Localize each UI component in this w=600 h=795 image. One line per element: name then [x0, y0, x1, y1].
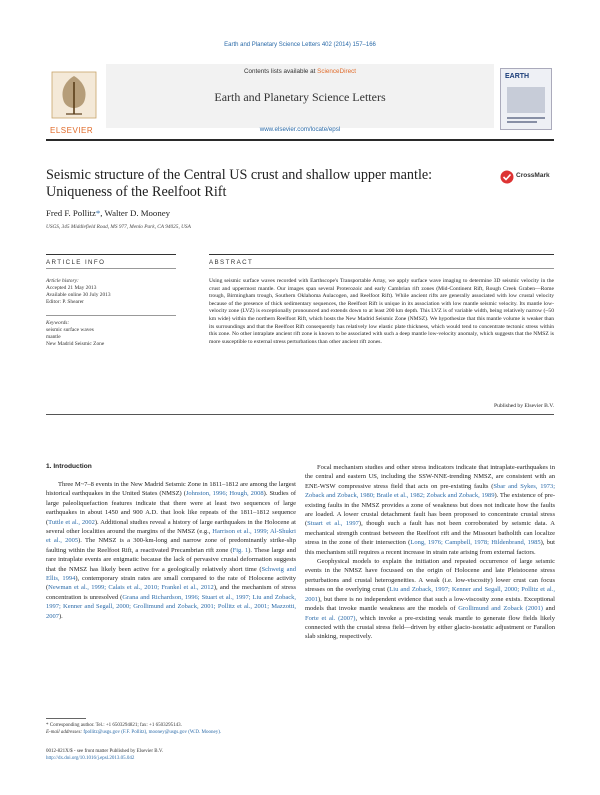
email-label: E-mail addresses:	[46, 730, 83, 735]
intro-right-column	[305, 463, 555, 642]
citation-link[interactable]: Harrison et al., 1999; Al-Shukri et al., 2005	[46, 528, 296, 545]
citation-link[interactable]: Long, 1976; Campbell, 1978; Hildenbrand, 1985	[410, 539, 541, 547]
contents-prefix: Contents lists available at	[243, 68, 316, 75]
citation-link[interactable]: Tuttle et al., 2002	[48, 518, 95, 526]
author-mooney: , Walter D. Mooney	[100, 208, 171, 218]
intro-paragraph-3	[305, 557, 555, 642]
citation-link[interactable]: Liu and Zoback, 1997; Kenner and Segall, 2000; Pollitz et al., 2001	[305, 586, 555, 603]
crossmark-badge[interactable]	[500, 170, 570, 184]
body-text: ), but there is no independent evidence that such a low-viscosity zone exists. Exceptional models that invoke mantle weakness are the models of	[305, 595, 555, 613]
abstract-label: ABSTRACT	[209, 259, 254, 266]
journal-title: Earth and Planetary Science Letters	[214, 90, 386, 104]
body-text: ). These large and rare intraplate events are enigmatic because the lack of pervasive crustal deformation suggests that the NMSZ has likely been active for a geologically relatively short time (	[46, 546, 297, 573]
email-addresses[interactable]: fpollitz@usgs.gov (F.F. Pollitz), mooney@usgs.gov (W.D. Mooney).	[83, 730, 222, 735]
homepage-link[interactable]: www.elsevier.com/locate/epsl	[259, 126, 341, 133]
history-accepted: Accepted 21 May 2013	[46, 285, 97, 291]
body-text: ), and the mechanism of stress concentration is unresolved (	[46, 584, 297, 601]
article-title: Seismic structure of the Central US crust and shallow upper mantle: Uniqueness of the Reelfoot Rift	[46, 167, 433, 200]
citation-link[interactable]: Sbar and Sykes, 1973; Zoback and Zoback, 1980; Braile et al., 1982; Zoback and Zoback, 1989	[305, 482, 555, 500]
citation-link[interactable]: Fig. 1	[232, 546, 249, 554]
corresponding-author-mark[interactable]: *	[95, 208, 101, 218]
citation-link[interactable]: Grollimund and Zoback (2001)	[458, 605, 543, 613]
citation-link[interactable]: Grana and Richardson, 1996; Stuart et al., 1997; Liu and Zoback, 1997; Kenner and Segall, 2000; Grollimund and Zoback, 2001; Pollitz et al., 2001; Mazzotti, 2007	[46, 593, 296, 620]
crossmark-icon	[500, 170, 514, 184]
body-text: Three M~7–8 events in the New Madrid Seismic Zone in 1811–1812 are among the largest historical earthquakes in the United States (NMSZ) (	[46, 481, 296, 498]
abstract-body: Using seismic surface waves recorded with Earthscope's Transportable Array, we apply surface wave imaging to determine 3D seismic velocity in the crust and uppermost mantle. Our images span several Proterozoic and early Cambrian rift zones (Mid-Continent Rift, Rough Creek Graben—Rome trough, Birmingham trough, Southern Oklahoma Aulacogen, and Reelfoot Rift). While ancient rifts are generally associated with low crustal velocity because of the presence of thick sedimentary sequences, the Reelfoot Rift is unique in its association with low mantle seismic velocity. Its mantle low-velocity zone (LVZ) is exceptionally pronounced and extends down to at least 200 km depth. This LVZ is of variable width, being relatively narrow (~50 km wide) within the northern Reelfoot Rift, which hosts the New Madrid Seismic Zone (NMSZ). We hypothesize that this mantle volume is weaker than its surroundings and that the Reelfoot Rift consequently has relatively low elastic plate thickness, which would tend to concentrate tectonic stress within this zone. No other intraplate ancient rift zone is known to be associated with such a deep mantle low-velocity anomaly, which suggests that the NMSZ is more susceptible to external stress perturbations than other ancient rift zones.	[209, 278, 554, 345]
citation-link[interactable]: Forte et al. (2007)	[305, 614, 356, 622]
body-text: ). Studies of large paleoliquefaction features indicate that there were at least two sequences of large earthquakes in about 1450 and 900 A.D. that look like repeats of the 1811–1812 sequence (	[46, 490, 296, 526]
article-info-rule	[46, 254, 176, 255]
body-text: , which invoke a pre-existing weak mantle to generate flow fields likely connected with the crustal stress field—driven by either glacio-isostatic adjustment or Farallon slab sinking, respectively.	[305, 614, 555, 641]
citation-link[interactable]: Stuart et al., 1997	[307, 520, 359, 528]
body-text: and	[542, 605, 555, 613]
issn-line: 0012-821X/$ - see front matter Published by Elsevier B.V.	[46, 749, 164, 754]
info-divider	[46, 306, 176, 316]
journal-homepage	[46, 126, 554, 133]
abstract-subrule	[209, 268, 554, 269]
keyword-item: mantle	[46, 334, 61, 340]
footnotes	[46, 722, 296, 736]
history-label: Article history:	[46, 278, 79, 284]
sciencedirect-link[interactable]: ScienceDirect	[317, 68, 356, 75]
crossmark-label: CrossMark	[516, 172, 550, 179]
body-text: ). Additional studies reveal a history of large earthquakes in the Holocene at several other localities around the margins of the NMSZ (e.g.,	[46, 518, 296, 536]
doi-link[interactable]: http://dx.doi.org/10.1016/j.epsl.2013.05.042	[46, 756, 135, 761]
cover-title: EARTH	[505, 73, 530, 80]
history-online: Available online 30 July 2013	[46, 292, 111, 298]
journal-header	[46, 64, 554, 137]
journal-reference[interactable]: Earth and Planetary Science Letters 402 (2014) 157–166	[224, 42, 376, 48]
body-text: ), but this mechanism still requires a recent increase in strain rate arising from external factors.	[305, 539, 555, 556]
affiliation: USGS, 345 Middlefield Road, MS 977, Menlo Park, CA 94025, USA	[46, 224, 191, 230]
section-heading-introduction: 1. Introduction	[46, 463, 92, 470]
citation-link[interactable]: Newman et al., 1999; Calais et al., 2010; Frankel et al., 2012	[48, 584, 214, 592]
author-pollitz: Fred F. Pollitz	[46, 208, 96, 218]
keywords-label: Keywords:	[46, 320, 70, 326]
abstract-rule	[209, 254, 554, 255]
citation-link[interactable]: Johnston, 1996; Hough, 2008	[185, 490, 264, 498]
body-text: Focal mechanism studies and other stress indicators indicate that intraplate-earthquakes in the central and eastern US, including the SSW-NNE-trending NMSZ, are consistent with an ENE-WSW compressive stress field that acts on pre-existing faults (	[305, 464, 555, 490]
intro-paragraph-1	[46, 480, 296, 621]
article-info-label: ARTICLE INFO	[46, 259, 106, 266]
contents-line	[46, 68, 554, 75]
article-info-block	[46, 278, 176, 348]
journal-cover-image	[500, 68, 552, 130]
history-editor: Editor: P. Shearer	[46, 299, 84, 305]
header-rule	[46, 139, 554, 141]
body-text: ). The NMSZ is a 300-km-long and narrow zone of predominantly strike-slip faulting within the Reelfoot Rift, a reactivated Precambrian rift zone (	[46, 537, 296, 554]
author-list	[46, 208, 170, 218]
body-text: ), contemporary strain rates are small compared to the rate of Holocene activity (	[46, 575, 297, 592]
footnote-rule	[46, 718, 86, 719]
body-text: ).	[59, 612, 63, 620]
footer-identifiers	[46, 748, 296, 762]
intro-left-column	[46, 480, 296, 621]
body-text: Geophysical models to explain the initiation and repeated occurrence of large seismic events in the NMSZ have focussed on the origin of Holocene and late Pleistocene stress perturbations and crustal heterogeneities. A weak (i.e. low-viscosity) lower crust can focus stresses on the overlying crust (	[305, 558, 555, 594]
keyword-item: New Madrid Seismic Zone	[46, 341, 105, 347]
abstract-bottom-rule	[46, 414, 554, 415]
published-by: Published by Elsevier B.V.	[493, 403, 554, 409]
corresponding-author-note: * Corresponding author. Tel.: +1 6503294821; fax: +1 6503295143.	[46, 723, 182, 728]
keyword-item: seismic surface waves	[46, 327, 94, 333]
body-text: ). The existence of pre-existing faults in the NMSZ provides a zone of weakness but does not indicate how the faults are loaded. A lower crustal detachment fault has been proposed to concentrate crustal stress (	[305, 492, 556, 528]
citation-link[interactable]: Schweig and Ellis, 1994	[46, 565, 296, 583]
intro-paragraph-2	[305, 463, 555, 557]
elsevier-wordmark: ELSEVIER	[50, 126, 94, 135]
email-line	[46, 729, 296, 736]
body-text: ), though such a fault has not been corroborated by seismic data. A mechanical strength contrast between the Reelfoot rift and the Missouri batholith can localize stress in the zone of their intersection (	[305, 520, 555, 547]
article-info-subrule	[46, 268, 176, 269]
